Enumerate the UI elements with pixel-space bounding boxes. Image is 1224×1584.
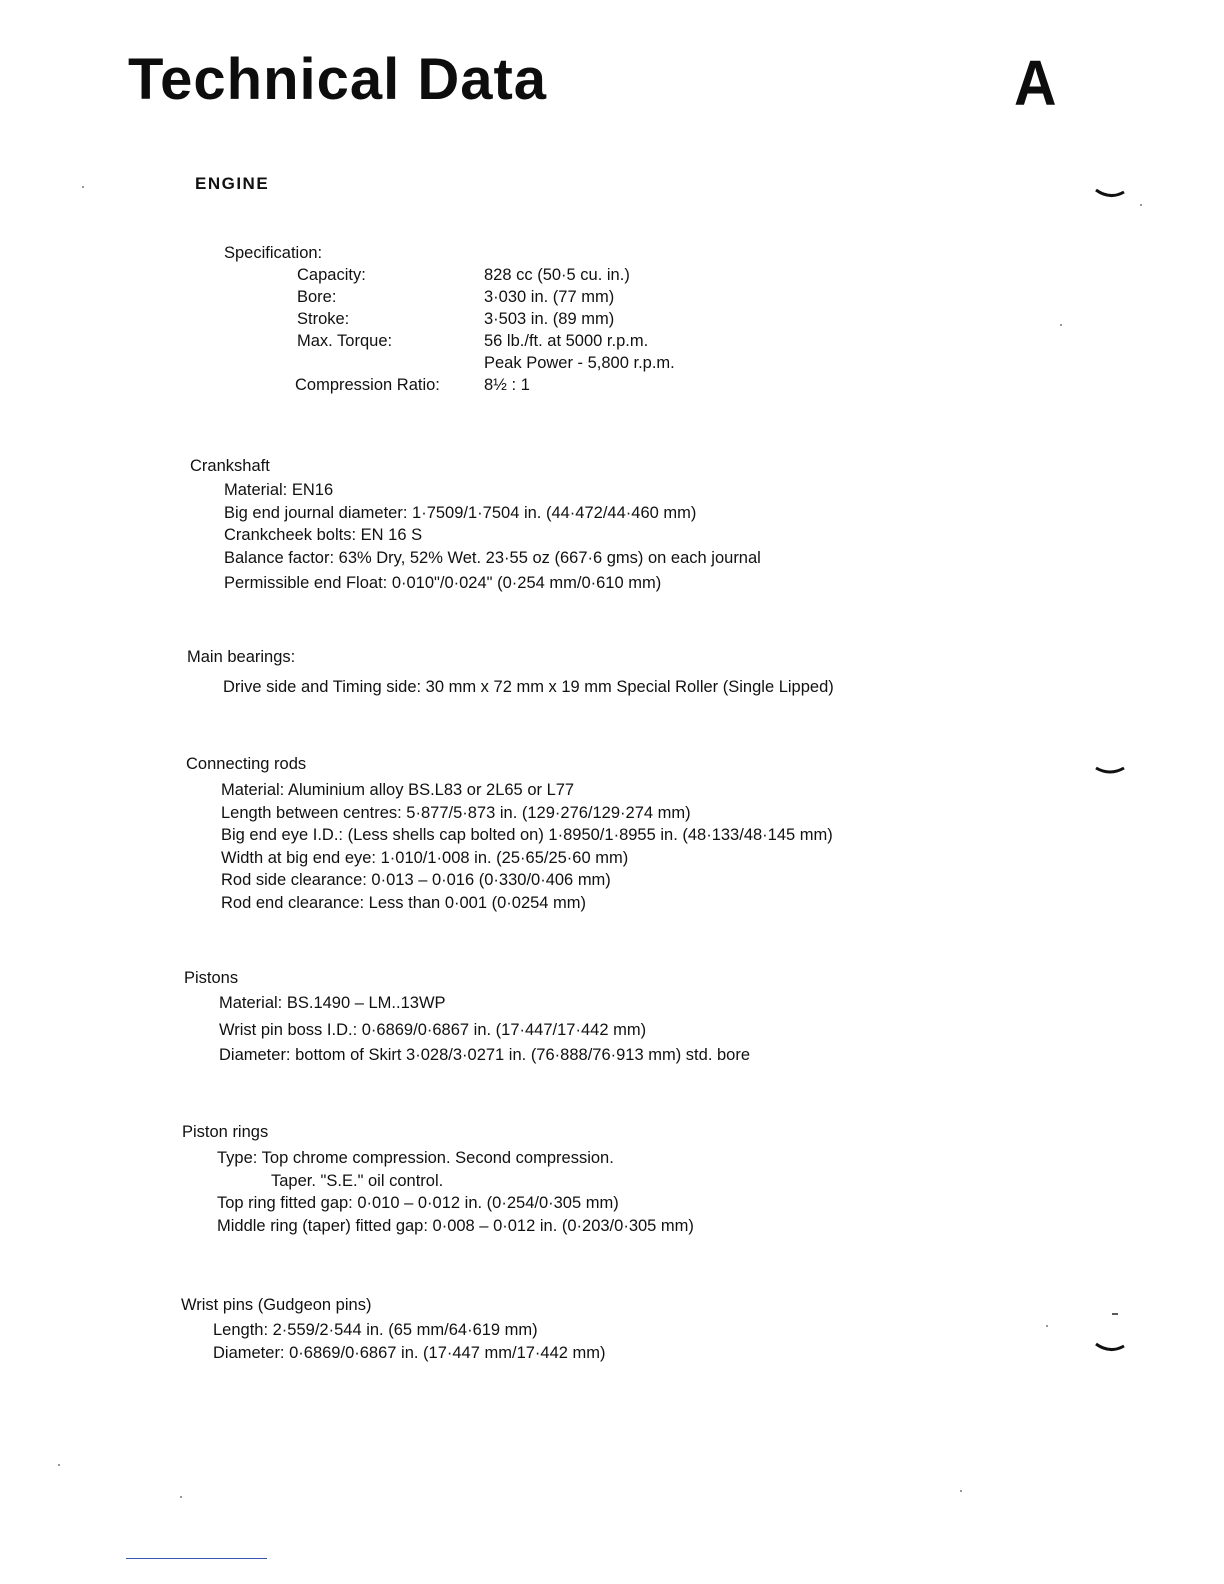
- spec-value: Peak Power - 5,800 r.p.m.: [484, 354, 675, 372]
- footer-rule: [126, 1558, 267, 1559]
- connecting-rods-line: Width at big end eye: 1·010/1·008 in. (25·65/25·60 mm): [221, 848, 629, 867]
- connecting-rods-title: Connecting rods: [186, 755, 307, 773]
- pistons-line: Wrist pin boss I.D.: 0·6869/0·6867 in. (17·447/17·442 mm): [219, 1020, 647, 1039]
- connecting-rods-line: Length between centres: 5·877/5·873 in. (129·276/129·274 mm): [221, 803, 691, 822]
- connecting-rods-line: Big end eye I.D.: (Less shells cap bolted on) 1·8950/1·8955 in. (48·133/48·145 mm): [221, 826, 833, 844]
- wrist-pins-line: Length: 2·559/2·544 in. (65 mm/64·619 mm): [213, 1321, 538, 1339]
- scan-speck: [58, 1464, 60, 1466]
- main-bearings-line: Drive side and Timing side: 30 mm x 72 mm x 19 mm Special Roller (Single Lipped): [223, 678, 834, 696]
- specification-caption-row: [224, 242, 744, 264]
- page-title: Technical Data: [128, 47, 548, 112]
- scan-speck: [1140, 204, 1142, 206]
- spec-label: Compression Ratio:: [295, 376, 440, 394]
- wrist-pins-lines: [213, 1319, 606, 1364]
- specification-caption: Specification:: [224, 244, 323, 262]
- crankshaft-title: Crankshaft: [190, 457, 270, 475]
- spec-label: Stroke:: [297, 310, 350, 328]
- spec-row-stroke: [224, 308, 744, 330]
- pistons-title: Pistons: [184, 969, 239, 987]
- piston-rings-line: Top ring fitted gap: 0·010 – 0·012 in. (0·254/0·305 mm): [217, 1194, 619, 1212]
- binding-mark-icon: [1094, 186, 1126, 202]
- spec-row-compression-ratio: [224, 374, 744, 396]
- piston-rings-title: Piston rings: [182, 1123, 269, 1141]
- pistons-line: Material: BS.1490 – LM..13WP: [219, 994, 446, 1012]
- spec-label: Max. Torque:: [297, 332, 393, 350]
- specification-table: [224, 242, 744, 402]
- spec-value: 828 cc (50·5 cu. in.): [484, 266, 630, 284]
- connecting-rods-line: Rod end clearance: Less than 0·001 (0·0254 mm): [221, 893, 587, 912]
- piston-rings-line: Middle ring (taper) fitted gap: 0·008 – 0·012 in. (0·203/0·305 mm): [217, 1216, 694, 1235]
- spec-row-max-torque: [224, 330, 744, 352]
- scan-speck: [1046, 1325, 1048, 1327]
- spec-label: Capacity:: [297, 266, 366, 284]
- crankshaft-lines: [224, 479, 761, 595]
- wrist-pins-title: Wrist pins (Gudgeon pins): [181, 1296, 372, 1314]
- binding-mark-icon: [1094, 764, 1126, 780]
- main-bearings-title: Main bearings:: [187, 648, 296, 666]
- spec-row-bore: [224, 286, 744, 308]
- crankshaft-line: Balance factor: 63% Dry, 52% Wet. 23·55 oz (667·6 gms) on each journal: [224, 548, 761, 567]
- scan-speck: [960, 1490, 962, 1492]
- spec-value: 56 lb./ft. at 5000 r.p.m.: [484, 332, 649, 350]
- spec-row-peak-power: [224, 352, 744, 374]
- piston-rings-line: Type: Top chrome compression. Second compression.: [217, 1149, 614, 1167]
- spec-value: 8½ : 1: [484, 376, 530, 394]
- spec-label: Bore:: [297, 288, 337, 306]
- scan-speck: [180, 1496, 182, 1498]
- spec-row-capacity: [224, 264, 744, 286]
- binding-mark-icon: [1094, 1340, 1126, 1356]
- engine-heading: ENGINE: [195, 174, 270, 193]
- pistons-lines: [219, 992, 750, 1067]
- crankshaft-line: Permissible end Float: 0·010"/0·024" (0·254 mm/0·610 mm): [224, 574, 662, 592]
- main-bearings-lines: [223, 676, 834, 699]
- scan-speck: [82, 186, 84, 188]
- binding-mark-icon: [1110, 1312, 1120, 1326]
- connecting-rods-line: Material: Aluminium alloy BS.L83 or 2L65 or L77: [221, 781, 575, 799]
- wrist-pins-line: Diameter: 0·6869/0·6867 in. (17·447 mm/17·442 mm): [213, 1343, 606, 1362]
- crankshaft-line: Big end journal diameter: 1·7509/1·7504 in. (44·472/44·460 mm): [224, 503, 697, 522]
- connecting-rods-line: Rod side clearance: 0·013 – 0·016 (0·330/0·406 mm): [221, 871, 611, 889]
- crankshaft-line: Crankcheek bolts: EN 16 S: [224, 526, 423, 544]
- connecting-rods-lines: [221, 779, 833, 914]
- pistons-line: Diameter: bottom of Skirt 3·028/3·0271 in. (76·888/76·913 mm) std. bore: [219, 1046, 751, 1064]
- spec-value: 3·503 in. (89 mm): [484, 310, 615, 328]
- crankshaft-line: Material: EN16: [224, 481, 334, 499]
- piston-rings-line: Taper. "S.E." oil control.: [271, 1171, 444, 1190]
- section-letter-badge: A: [1014, 47, 1057, 119]
- spec-value: 3·030 in. (77 mm): [484, 288, 615, 306]
- piston-rings-lines: [217, 1147, 694, 1237]
- scan-speck: [1060, 324, 1062, 326]
